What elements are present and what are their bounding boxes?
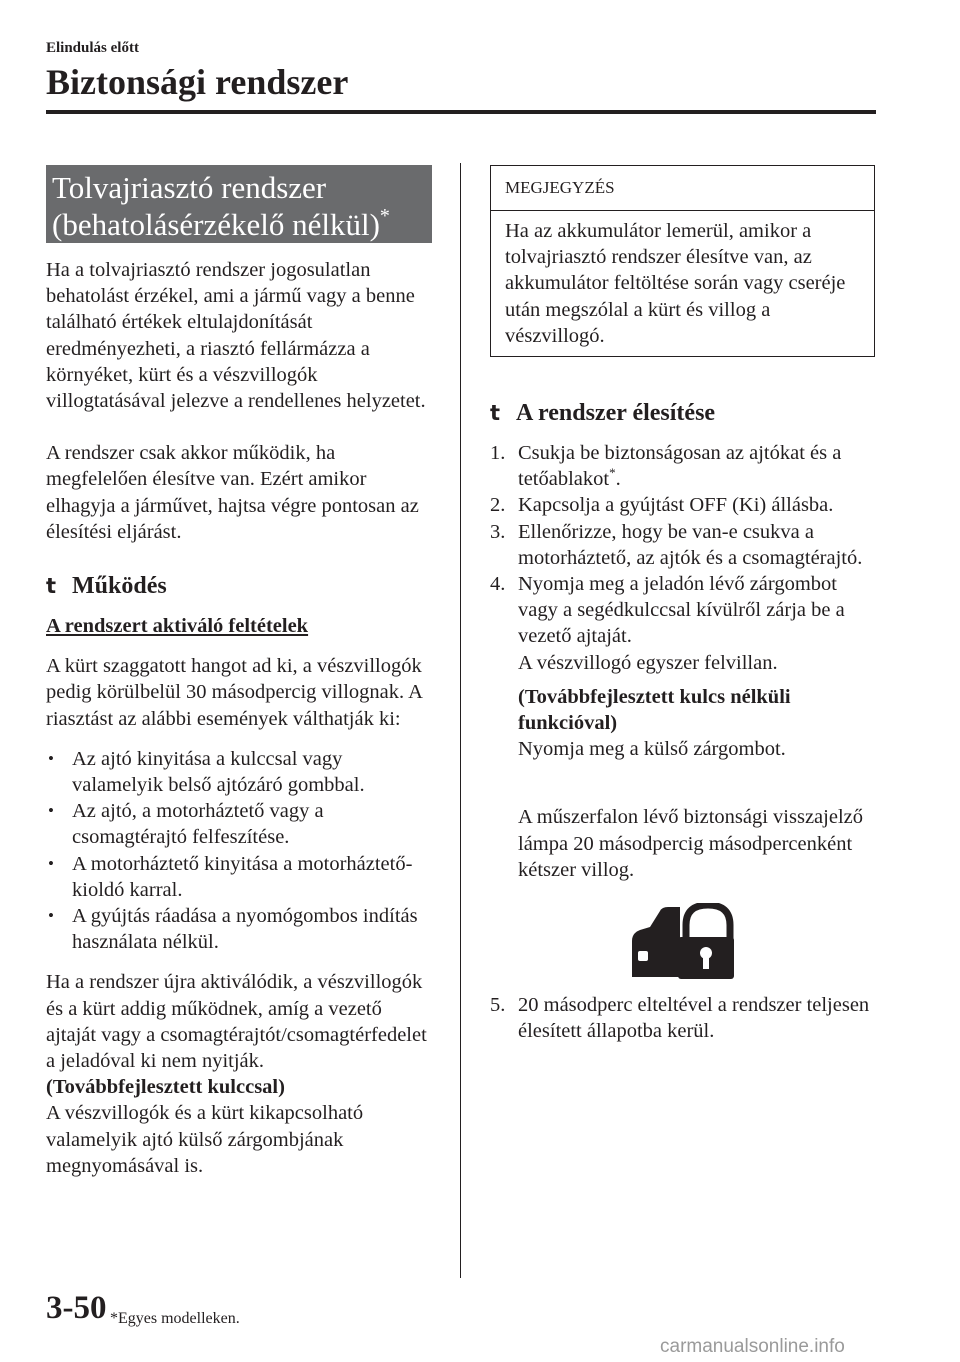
indicator-text: A műszerfalon lévő biztonsági visszajelző lámpa 20 másodpercig másodpercenként kétszer villog. <box>518 806 863 881</box>
conditions-heading: A rendszert aktiváló feltételek <box>46 615 309 638</box>
security-indicator-lock-icon <box>628 903 734 979</box>
list-item: 4. Nyomja meg a jeladón lévő zárgombot vagy a segédkulccsal kívülről zárja be a vezető ajtaját. <box>490 573 845 648</box>
operation-heading: t Működés <box>46 573 167 600</box>
left-column-body <box>46 257 431 1179</box>
conditions-paragraph: A kürt szaggatott hangot ad ki, a vészvillogók pedig körülbelül 30 másodpercig villognak. A riasztást az alábbi események válthatják ki: <box>46 655 422 730</box>
step5 <box>490 992 880 1044</box>
footnote: *Egyes modelleken. <box>110 1310 240 1327</box>
keyless-heading: (Továbbfejlesztett kulcs nélküli funkcióval) <box>518 685 791 735</box>
keyless-text: Nyomja meg a külső zárgombot. <box>518 738 786 761</box>
list-item: • A motorháztető kinyitása a motorháztető-kioldó karral. <box>48 852 413 901</box>
section-title-line2: (behatolásérzékelő nélkül)* <box>52 205 390 242</box>
section-marker-icon: t <box>46 574 57 599</box>
section-title-line1: Tolvajriasztó rendszer <box>52 170 327 205</box>
list-item: 5. 20 másodperc elteltével a rendszer teljesen élesített állapotba kerül. <box>490 994 870 1043</box>
column-divider <box>460 163 461 1278</box>
bullet-icon: • <box>48 801 54 821</box>
note-divider <box>491 210 874 211</box>
bullet-icon: • <box>48 853 54 873</box>
list-item: • Az ajtó, a motorháztető vagy a csomagtérajtó felfeszítése. <box>48 800 324 849</box>
header-rule <box>46 110 876 114</box>
note-text: Ha az akkumulátor lemerül, amikor a tolvajriasztó rendszer élesítve van, az akkumulátor feltöltése során vagy cseréje után megszólal a kürt és villog a vészvillogó. <box>505 220 846 347</box>
list-item: 3. Ellenőrizze, hogy be van-e csukva a motorháztető, az ajtók és a csomagtérajtó. <box>490 520 863 569</box>
trigger-list <box>46 746 431 956</box>
arming-steps-final <box>490 992 880 1044</box>
step4-result: A vészvillogó egyszer felvillan. <box>518 651 778 674</box>
bullet-icon: • <box>48 748 54 768</box>
arming-heading: t A rendszer élesítése <box>490 400 716 426</box>
intro-paragraph: Ha a tolvajriasztó rendszer jogosulatlan behatolást érzékel, ami a jármű vagy a benne található értékek eltulajdonítását eredményezheti, a riasztó fellármázza a környéket, kürt és a vészvillogók villogtatásával jelezve a rendellenes helyzetet. <box>46 259 426 413</box>
section-marker-icon: t <box>490 401 501 425</box>
section-label: Elindulás előtt <box>46 40 139 56</box>
section-title-box <box>46 165 432 243</box>
page-number: 3-50 <box>46 1290 107 1326</box>
list-item: • A gyújtás ráadása a nyomógombos indítás használata nélkül. <box>48 905 418 954</box>
right-column-body <box>490 398 880 883</box>
arming-steps <box>490 440 880 650</box>
page-title: Biztonsági rendszer <box>46 62 349 102</box>
bullet-icon: • <box>48 906 54 926</box>
advanced-key-paragraph: A vészvillogók és a kürt kikapcsolható valamelyik ajtó külső zárgombjának megnyomásával is. <box>46 1102 364 1177</box>
advanced-key-heading: (Továbbfejlesztett kulccsal) <box>46 1076 285 1099</box>
list-item: 2. Kapcsolja a gyújtást OFF (Ki) állásba. <box>490 494 834 517</box>
watermark: carmanualsonline.info <box>660 1336 845 1357</box>
arming-requirement-paragraph: A rendszer csak akkor működik, ha megfelelően élesítve van. Ezért amikor elhagyja a járművet, hajtsa végre pontosan az élesítési eljárást. <box>46 442 419 543</box>
note-title: MEGJEGYZÉS <box>505 178 615 197</box>
reactivate-paragraph: Ha a rendszer újra aktiválódik, a vészvillogók és a kürt addig működnek, amíg a vezető ajtaját vagy a csomagtérajtót/csomagtérfedelet a jeladóval ki nem nyitják. <box>46 971 427 1073</box>
note-box <box>490 165 875 357</box>
list-item: 1. Csukja be biztonságosan az ajtókat és a tetőablakot*. <box>490 442 842 491</box>
list-item: • Az ajtó kinyitása a kulccsal vagy valamelyik belső ajtózáró gombbal. <box>48 747 365 797</box>
footnote-star: * <box>379 205 390 227</box>
